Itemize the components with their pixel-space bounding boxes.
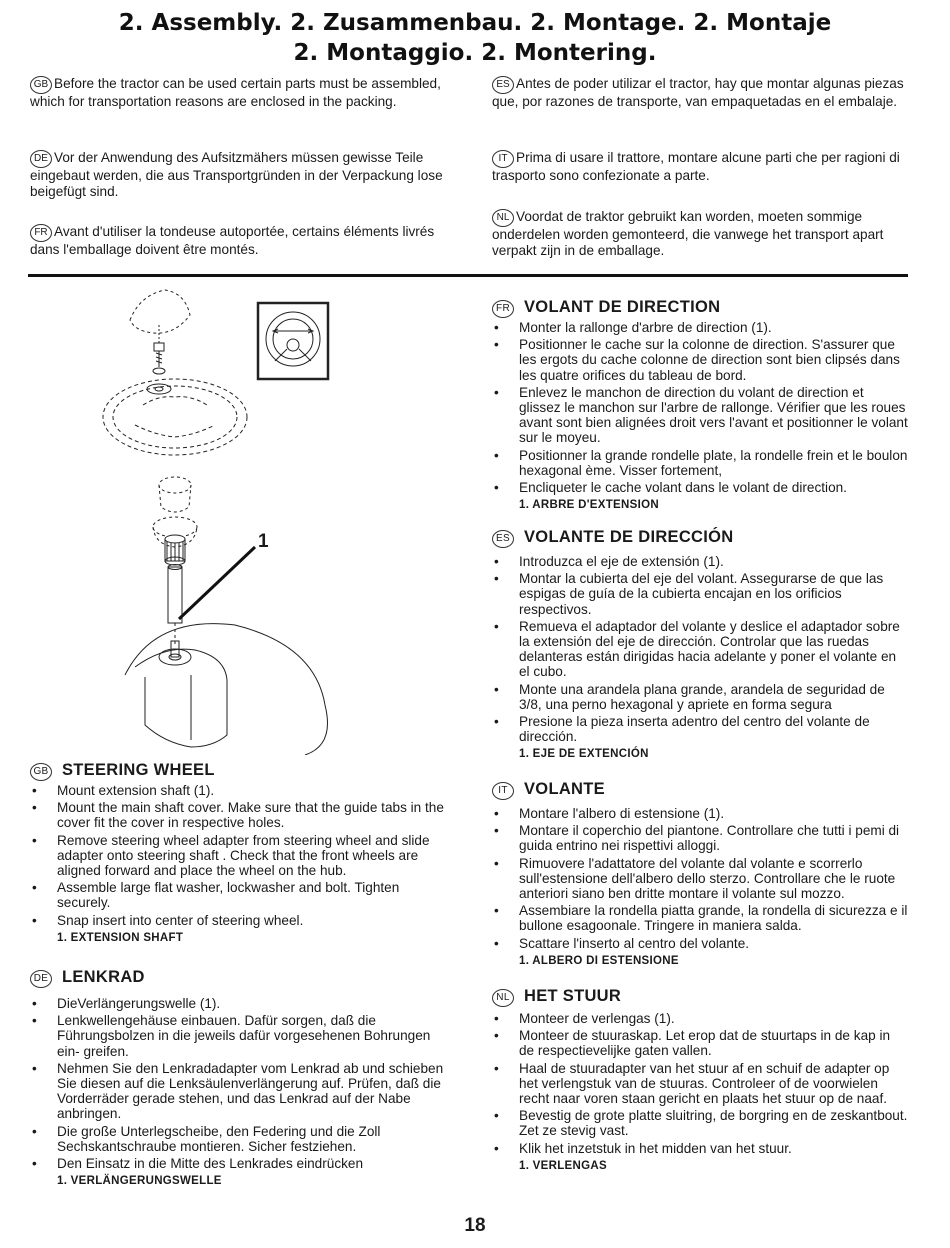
list-item: • Scattare l'inserto al centro del volante.: [492, 936, 908, 951]
list-item: • Remueva el adaptador del volante y deslice el adaptador sobre la extensión del eje de dirección. Controlar que las ruedas delanteras están dirigidas hacia adelante y poner el volante en el cubo.: [492, 619, 908, 680]
list-item: • Monter la rallonge d'arbre de direction (1).: [492, 320, 908, 335]
list-item: • Klik het inzetstuk in het midden van het stuur.: [492, 1141, 908, 1156]
section-nl-heading: [492, 986, 908, 1007]
callout-number: 1: [258, 531, 269, 552]
list-item: • DieVerlängerungswelle (1).: [30, 996, 446, 1011]
section-gb: [30, 760, 446, 944]
list-item: • Enlevez le manchon de direction du volant de direction et glissez le manchon sur l'arbre de rallonge. Vérifier que les roues avant sont bien alignées droit vers l'avant et positionner le volant sur le moyeu.: [492, 385, 908, 446]
intro-nl-text: Voordat de traktor gebruikt kan worden, moeten sommige onderdelen worden gemonteerd, die vanwege het transport apart verpakt zijn in de emballage.: [492, 209, 884, 258]
heading-text: VOLANTE: [524, 780, 605, 798]
page-title: [0, 8, 950, 68]
steering-wheel-inset: [258, 303, 328, 379]
steps-list-es: [492, 554, 908, 744]
page-number: 18: [464, 1215, 486, 1236]
language-badge-es: ES: [492, 76, 514, 94]
steering-assembly-illustration: [95, 285, 415, 755]
section-divider: [28, 274, 908, 277]
section-gb-heading: [30, 760, 446, 781]
section-es: [492, 527, 908, 760]
section-nl: [492, 986, 908, 1172]
heading-text: HET STUUR: [524, 987, 622, 1005]
figure-caption: 1. EJE DE EXTENCIÓN: [519, 748, 649, 761]
list-item: • Positionner le cache sur la colonne de direction. S'assurer que les ergots du cache colonne de direction sont bien clipsés dans les quatre orifices du tableau de bord.: [492, 337, 908, 383]
section-es-heading: [492, 527, 908, 548]
list-item: • Haal de stuuradapter van het stuur af en schuif de adapter op het verlengstuk van de stuuras. Controleer of de voorwielen recht naar voren staan gericht en plaats het stuur op de naaf.: [492, 1061, 908, 1107]
steering-insert-cap: [130, 290, 190, 333]
intro-de: [30, 150, 446, 199]
list-item: • Lenkwellengehäuse einbauen. Dafür sorgen, daß die Führungsbolzen in die jeweils dafür vorgesehenen Bohrungen ein- greifen.: [30, 1013, 446, 1059]
list-item: • Assemble large flat washer, lockwasher and bolt. Tighten securely.: [30, 880, 446, 910]
section-fr: [492, 297, 908, 511]
figure-caption: 1. ARBRE D'EXTENSION: [519, 499, 659, 512]
list-item: • Montare l'albero di estensione (1).: [492, 806, 908, 821]
steps-list-it: [492, 806, 908, 951]
intro-it-text: Prima di usare il trattore, montare alcune parti che per ragioni di trasporto sono confezionate a parte.: [492, 150, 900, 183]
steering-column-cover: [125, 624, 328, 755]
heading-text: LENKRAD: [62, 968, 145, 986]
language-badge-it: IT: [492, 150, 514, 168]
language-badge-de: DE: [30, 970, 52, 988]
extension-shaft-icon: [168, 565, 182, 646]
intro-gb: [30, 76, 446, 110]
list-item: • Montar la cubierta del eje del volant. Assegurarse de que las espigas de guía de la cubierta encajan en los orificios respectivos.: [492, 571, 908, 617]
figure-caption: 1. ALBERO DI ESTENSIONE: [519, 954, 679, 967]
section-de: [30, 967, 446, 1187]
intro-es-text: Antes de poder utilizar el tractor, hay que montar algunas piezas que, por razones de transporte, van empaquetadas en el embalaje.: [492, 76, 904, 109]
intro-fr-text: Avant d'utiliser la tondeuse autoportée, certains éléments livrés dans l'emballage doivent être montés.: [30, 224, 435, 257]
figure-caption: 1. EXTENSION SHAFT: [57, 931, 184, 944]
list-item: • Monteer de verlengas (1).: [492, 1011, 908, 1026]
list-item: • Den Einsatz in die Mitte des Lenkrades eindrücken: [30, 1156, 446, 1171]
intro-it: [492, 150, 908, 184]
intro-nl: [492, 209, 908, 258]
list-item: • Snap insert into center of steering wheel.: [30, 913, 446, 928]
heading-text: STEERING WHEEL: [62, 761, 215, 779]
language-badge-gb: GB: [30, 763, 52, 781]
list-item: • Presione la pieza inserta adentro del centro del volante de dirección.: [492, 714, 908, 744]
list-item: • Die große Unterlegscheibe, den Federing und die Zoll Sechskantschraube montieren. Sicher festziehen.: [30, 1124, 446, 1154]
list-item: • Montare il coperchio del piantone. Controllare che tutti i pemi di guida entrino nei rispettivi alloggi.: [492, 823, 908, 853]
steps-list-gb: [30, 783, 446, 928]
title-line-2: 2. Montaggio. 2. Montering.: [293, 40, 657, 66]
language-badge-it: IT: [492, 782, 514, 800]
language-badge-nl: NL: [492, 209, 514, 227]
list-item: • Positionner la grande rondelle plate, la rondelle frein et le boulon hexagonal ème. Visser fortement,: [492, 448, 908, 478]
section-it: [492, 779, 908, 967]
section-it-heading: [492, 779, 908, 800]
steps-list-fr: [492, 320, 908, 495]
heading-text: VOLANTE DE DIRECCIÓN: [524, 528, 734, 546]
steering-wheel-icon: [103, 379, 247, 455]
intro-fr: [30, 224, 446, 258]
intro-es: [492, 76, 908, 110]
language-badge-es: ES: [492, 530, 514, 548]
list-item: • Mount the main shaft cover. Make sure that the guide tabs in the cover fit the cover in respective holes.: [30, 800, 446, 830]
heading-text: VOLANT DE DIRECTION: [524, 298, 721, 316]
figure-caption: 1. VERLENGAS: [519, 1159, 607, 1172]
figure-caption: 1. VERLÄNGERUNGSWELLE: [57, 1175, 222, 1188]
section-fr-heading: [492, 297, 908, 318]
list-item: • Encliqueter le cache volant dans le volant de direction.: [492, 480, 908, 495]
language-badge-gb: GB: [30, 76, 52, 94]
list-item: • Monteer de stuuraskap. Let erop dat de stuurtaps in de kap in de respectievelijke gaten vallen.: [492, 1028, 908, 1058]
language-badge-fr: FR: [492, 300, 514, 318]
intro-de-text: Vor der Anwendung des Aufsitzmähers müssen gewisse Teile eingebaut werden, die aus Transportgründen in der Verpackung lose beigefügt sind.: [30, 150, 443, 199]
title-line-1: 2. Assembly. 2. Zusammenbau. 2. Montage. 2. Montaje: [118, 10, 832, 36]
intro-gb-text: Before the tractor can be used certain parts must be assembled, which for transportation reasons are enclosed in the packing.: [30, 76, 441, 109]
section-de-heading: [30, 967, 446, 988]
list-item: • Assembiare la rondella piatta grande, la rondella di sicurezza e il bullone esagoonale. Tringere in maniera salda.: [492, 903, 908, 933]
bolt-icon: [147, 325, 171, 394]
splined-coupler-icon: [165, 535, 185, 565]
list-item: • Introduzca el eje de extensión (1).: [492, 554, 908, 569]
list-item: • Monte una arandela plana grande, arandela de seguridad de 3/8, una perno hexagonal y apriete en forma segura: [492, 682, 908, 712]
language-badge-de: DE: [30, 150, 52, 168]
list-item: • Mount extension shaft (1).: [30, 783, 446, 798]
list-item: • Remove steering wheel adapter from steering wheel and slide adapter onto steering shaft . Check that the front wheels are aligned forward and place the wheel on the hub.: [30, 833, 446, 879]
language-badge-fr: FR: [30, 224, 52, 242]
steps-list-de: [30, 996, 446, 1171]
steps-list-nl: [492, 1011, 908, 1156]
list-item: • Bevestig de grote platte sluitring, de borgring en de zeskantbout. Zet ze stevig vast.: [492, 1108, 908, 1138]
language-badge-nl: NL: [492, 989, 514, 1007]
list-item: • Nehmen Sie den Lenkradadapter vom Lenkrad ab und schieben Sie diesen auf die Lenksäulenverlängerung auf. Prüfen, daß die Vorderräder gerade stehen, und das Lenkrad auf der Nabe anbringen.: [30, 1061, 446, 1122]
list-item: • Rimuovere l'adattatore del volante dal volante e scorrerlo sull'estensione dell'albero dello sterzo. Controllare che le ruote anteriori siano ben dritte montare il volante sul mozzo.: [492, 856, 908, 902]
